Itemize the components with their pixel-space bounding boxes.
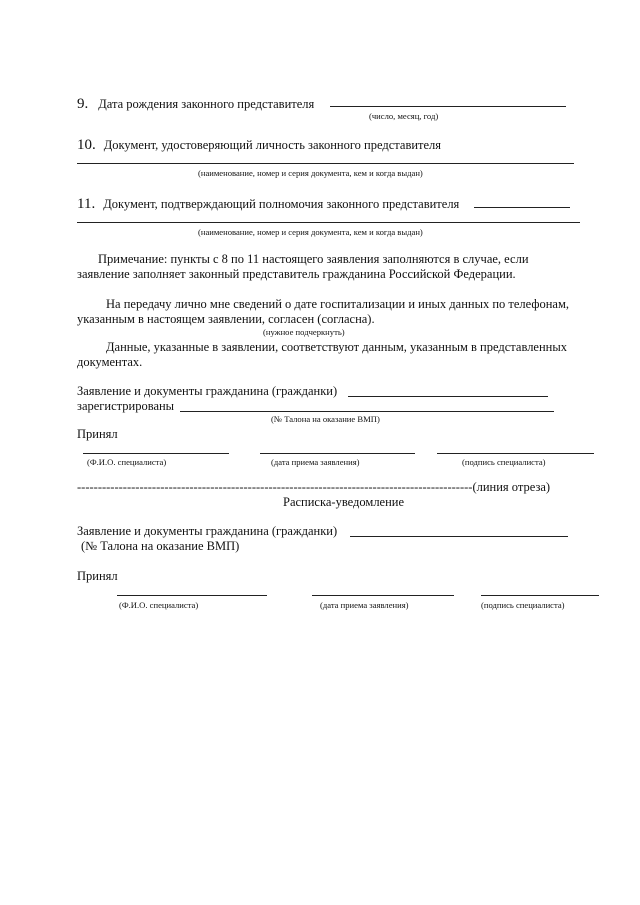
citizen-name-field[interactable] [348, 396, 548, 397]
item-11-label: Документ, подтверждающий полномочия законного представителя [103, 197, 460, 211]
item-9-number: 9. [77, 96, 89, 112]
specialist-name-field-2[interactable] [117, 595, 267, 596]
receipt-title: Расписка-уведомление [283, 495, 405, 509]
conformity-line-2: документах. [77, 355, 143, 369]
talon-number-field[interactable] [180, 411, 554, 412]
receipt-citizen-name-field[interactable] [350, 536, 568, 537]
item-10 [77, 136, 441, 154]
authority-document-field-2[interactable] [77, 222, 580, 223]
specialist-name-caption-2: (Ф.И.О. специалиста) [119, 600, 199, 610]
receipt-line-2: (№ Талона на оказание ВМП) [81, 539, 240, 553]
item-11-caption: (наименование, номер и серия документа, кем и когда выдан) [198, 227, 423, 237]
item-11 [77, 195, 459, 213]
item-9-caption: (число, месяц, год) [369, 111, 439, 121]
receipt-line-1: Заявление и документы гражданина (гражданки) [77, 524, 338, 538]
authority-document-field-1[interactable] [474, 207, 570, 208]
reception-date-field-1[interactable] [260, 453, 415, 454]
note-line-1: Примечание: пункты с 8 по 11 настоящего заявления заполняются в случае, если [98, 252, 529, 266]
accepted-label-2: Принял [77, 569, 118, 583]
consent-line-1: На передачу лично мне сведений о дате госпитализации и иных данных по телефонам, [106, 297, 569, 311]
note-line-2: заявление заполняет законный представитель гражданина Российской Федерации. [77, 267, 516, 281]
item-10-caption: (наименование, номер и серия документа, кем и когда выдан) [198, 168, 423, 178]
reception-date-field-2[interactable] [312, 595, 454, 596]
specialist-name-caption-1: (Ф.И.О. специалиста) [87, 457, 167, 467]
signature-field-2[interactable] [481, 595, 599, 596]
item-9-label: Дата рождения законного представителя [98, 97, 315, 111]
item-9 [77, 95, 314, 113]
birth-date-field[interactable] [330, 106, 566, 107]
registration-line-1: Заявление и документы гражданина (гражданки) [77, 384, 338, 398]
reception-date-caption-2: (дата приема заявления) [320, 600, 409, 610]
conformity-line-1: Данные, указанные в заявлении, соответствуют данным, указанным в представленных [106, 340, 568, 354]
registration-line-2: зарегистрированы [77, 399, 175, 413]
item-10-label: Документ, удостоверяющий личность законного представителя [103, 138, 442, 152]
signature-field-1[interactable] [437, 453, 594, 454]
reception-date-caption-1: (дата приема заявления) [271, 457, 360, 467]
accepted-label-1: Принял [77, 427, 118, 441]
registration-caption: (№ Талона на оказание ВМП) [271, 414, 380, 424]
identity-document-field[interactable] [77, 163, 574, 164]
item-11-number: 11. [77, 196, 96, 212]
specialist-name-field-1[interactable] [83, 453, 229, 454]
item-10-number: 10. [77, 137, 96, 153]
signature-caption-1: (подпись специалиста) [462, 457, 546, 467]
consent-caption: (нужное подчеркнуть) [263, 327, 345, 337]
signature-caption-2: (подпись специалиста) [481, 600, 565, 610]
cut-line: -----------------------------------------------------------------------------------------------(линия отреза) [77, 480, 551, 494]
consent-line-2: указанным в настоящем заявлении, согласен (согласна). [77, 312, 375, 326]
